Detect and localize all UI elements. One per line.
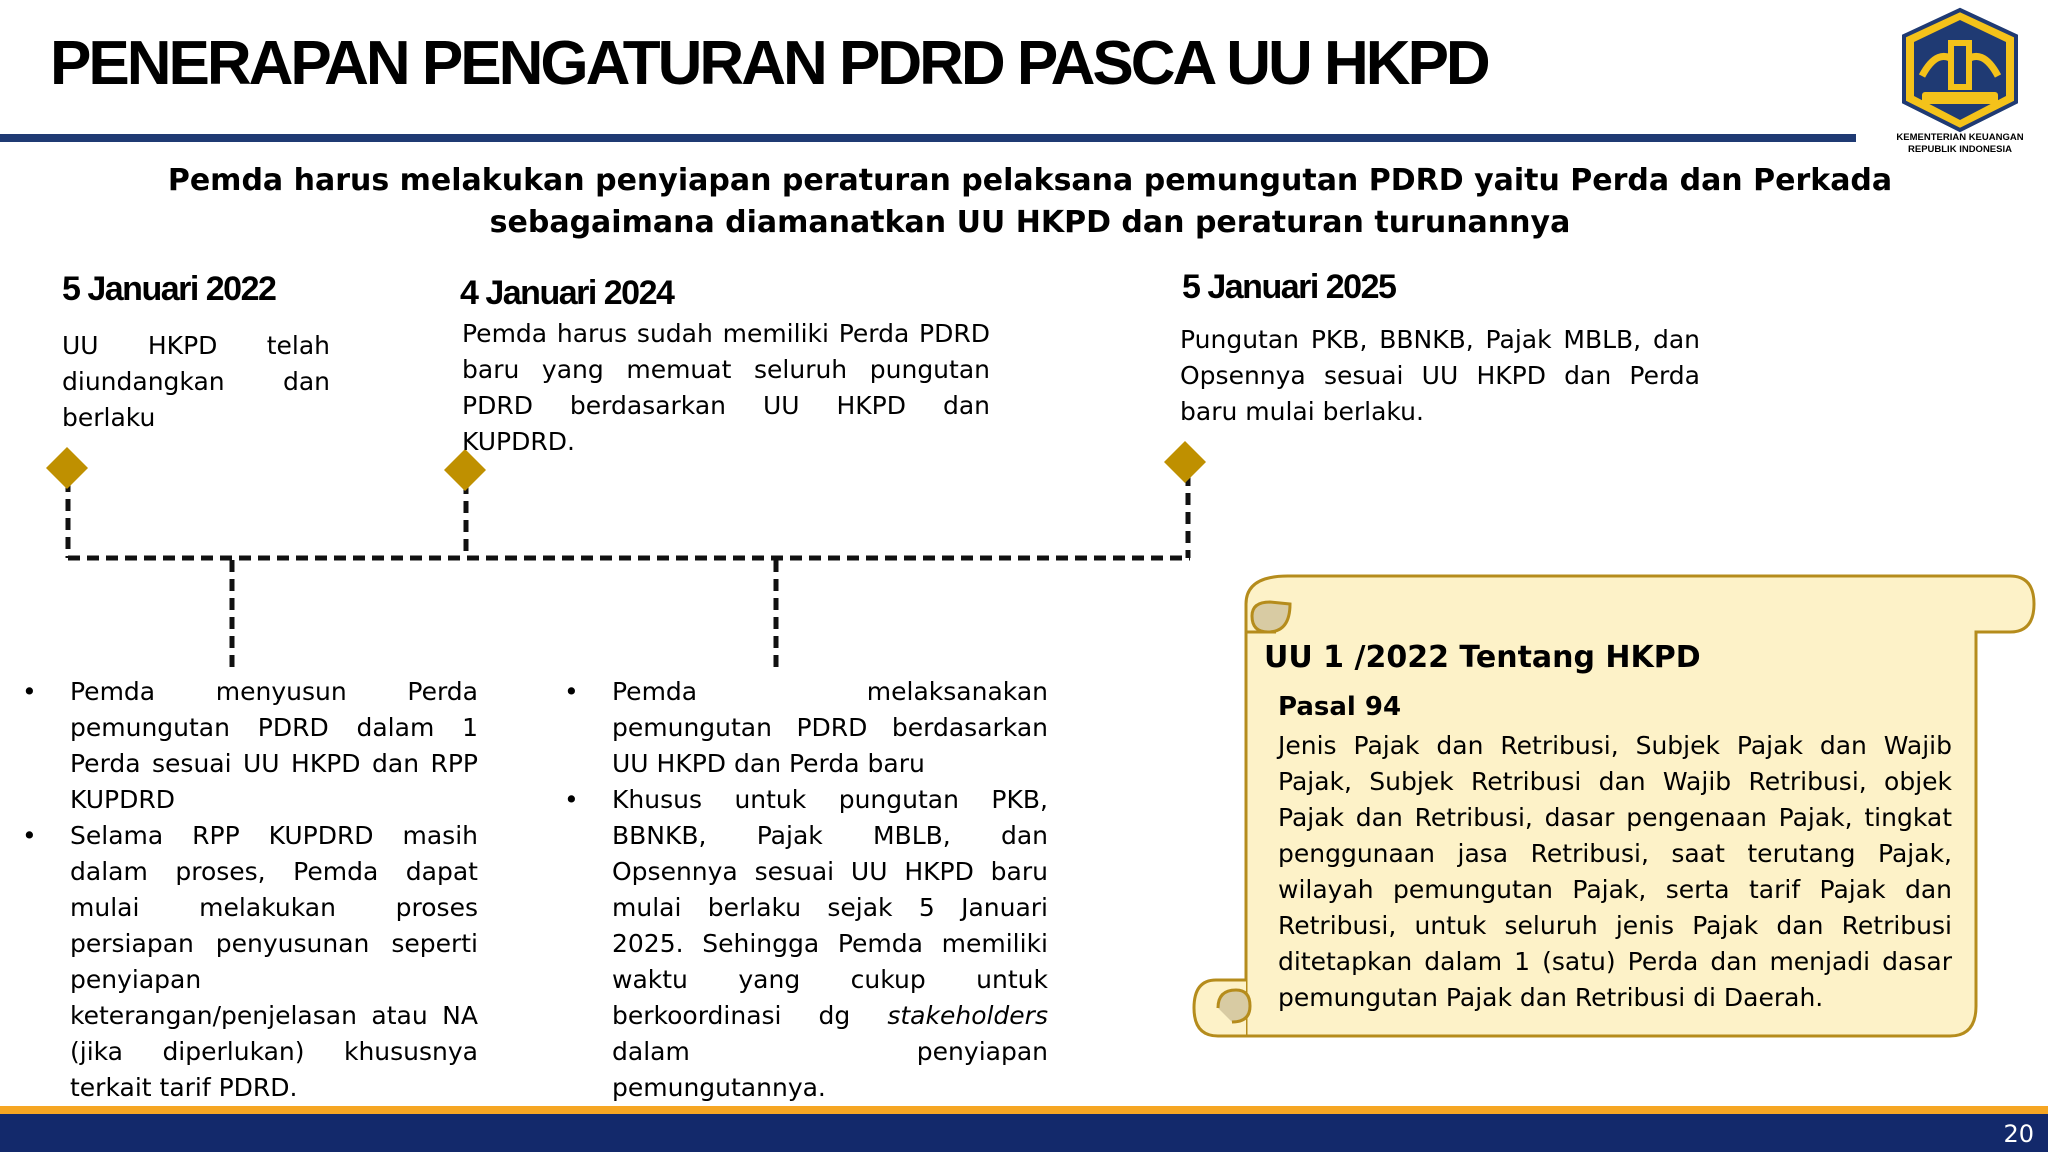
period2-bullet-list	[612, 674, 1048, 1106]
milestone-text-1: UU HKPD telah diundangkan dan berlaku	[62, 331, 330, 432]
period1-bullet-2: • Selama RPP KUPDRD masih dalam proses, Pemda dapat mulai melakukan proses persiapan penyusunan seperti penyiapan keterangan/penjelasan atau NA (jika diperlukan) khususnya terkait tarif PDRD.	[70, 818, 478, 1106]
footer-bar	[0, 1114, 2048, 1152]
period1-bullet-1: • Pemda menyusun Perda pemungutan PDRD dalam 1 Perda sesuai UU HKPD dan RPP KUPDRD	[70, 674, 478, 818]
footer-accent-bar	[0, 1106, 2048, 1114]
logo-caption-line1: KEMENTERIAN KEUANGAN	[1896, 132, 2024, 143]
page-number: 20	[2003, 1120, 2034, 1148]
page-title: PENERAPAN PENGATURAN PDRD PASCA UU HKPD	[50, 29, 1488, 98]
logo-caption-line2: REPUBLIK INDONESIA	[1908, 144, 2012, 155]
scroll-pasal: Pasal 94	[1278, 692, 1402, 722]
milestone-date-2: 4 Januari 2024	[460, 274, 674, 312]
period2-bullet-2	[612, 782, 1048, 1106]
scroll-title: UU 1 /2022 Tentang HKPD	[1264, 640, 1701, 675]
scroll-body: Jenis Pajak dan Retribusi, Subjek Pajak dan Wajib Pajak, Subjek Retribusi dan Wajib Retribusi, objek Pajak dan Retribusi, dasar pengenaan Pajak, tingkat penggunaan jasa Retribusi, saat terutang Pajak, wilayah pemungutan Pajak, serta tarif Pajak dan Retribusi, untuk seluruh jenis Pajak dan Retribusi ditetapkan dalam 1 (satu) Perda dan menjadi dasar pemungutan Pajak dan Retribusi di Daerah.	[1278, 731, 1952, 1012]
period2-bullet-2-tail: dalam penyiapan pemungutannya.	[612, 1037, 1048, 1102]
subtitle: Pemda harus melakukan penyiapan peraturan pelaksana pemungutan PDRD yaitu Perda dan Perkada sebagaimana diamanatkan UU HKPD dan peraturan turunannya	[167, 163, 1893, 240]
period1-bullet-list	[70, 674, 478, 1106]
milestone-diamond-1	[46, 447, 88, 489]
milestone-date-3: 5 Januari 2025	[1182, 268, 1396, 306]
period2-bullet-2-text: Khusus untuk pungutan PKB, BBNKB, Pajak MBLB, dan Opsennya sesuai UU HKPD baru mulai berlaku sejak 5 Januari 2025. Sehingga Pemda memiliki waktu yang cukup untuk berkoordinasi dg	[612, 785, 1048, 1030]
milestone-diamond-3	[1164, 441, 1206, 483]
stakeholders-italic: stakeholders	[887, 1001, 1048, 1030]
milestone-text-2: Pemda harus sudah memiliki Perda PDRD baru yang memuat seluruh pungutan PDRD berdasarkan UU HKPD dan KUPDRD.	[462, 319, 990, 456]
period2-bullet-1: • Pemda melaksanakan pemungutan PDRD berdasarkan UU HKPD dan Perda baru	[612, 674, 1048, 782]
milestone-date-1: 5 Januari 2022	[62, 270, 276, 308]
milestone-text-3: Pungutan PKB, BBNKB, Pajak MBLB, dan Opsennya sesuai UU HKPD dan Perda baru mulai berlaku.	[1180, 325, 1700, 426]
